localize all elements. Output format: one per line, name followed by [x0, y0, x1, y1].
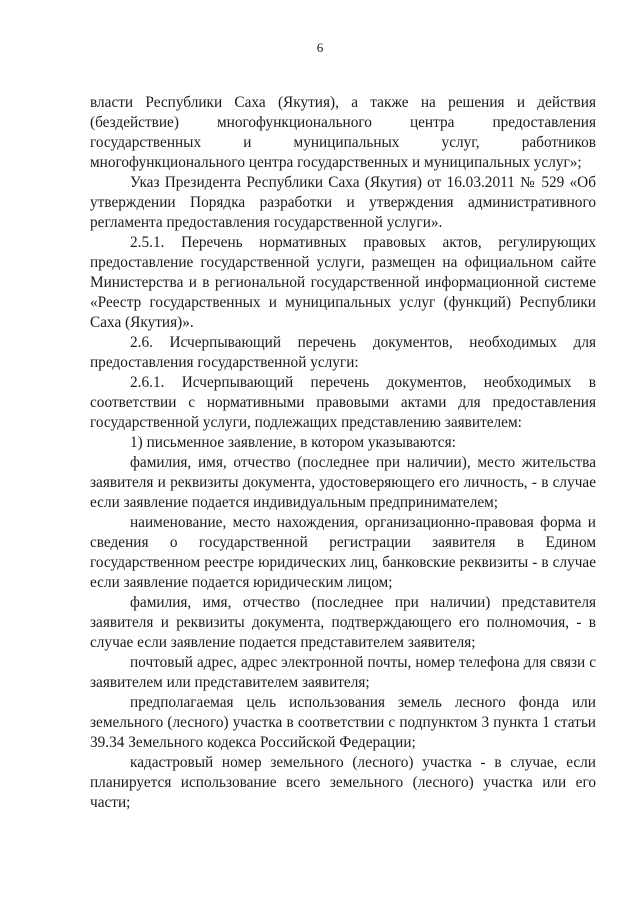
paragraph: наименование, место нахождения, организационно-правовая форма и сведения о государственной регистрации заявителя в Едином государственном реестре юридических лиц, банковские реквизиты - в случае если заявление подается юридическим лицом; [90, 514, 596, 591]
paragraph: фамилия, имя, отчество (последнее при наличии) представителя заявителя и реквизиты документа, подтверждающего его полномочия, - в случае если заявление подается представителем заявителя; [90, 594, 596, 651]
paragraph: фамилия, имя, отчество (последнее при наличии), место жительства заявителя и реквизиты документа, удостоверяющего его личность, - в случае если заявление подается индивидуальным предпринимателем; [90, 454, 596, 511]
paragraph: 2.6.1. Исчерпывающий перечень документов, необходимых в соответствии с нормативными правовыми актами для предоставления государственной услуги, подлежащих представлению заявителем: [90, 374, 596, 431]
paragraph: 1) письменное заявление, в котором указываются: [130, 434, 456, 451]
document-body [90, 93, 596, 813]
paragraph: 2.6. Исчерпывающий перечень документов, необходимых для предоставления государственной услуги: [90, 334, 596, 371]
paragraph: почтовый адрес, адрес электронной почты, номер телефона для связи с заявителем или представителем заявителя; [90, 654, 596, 691]
paragraph: Указ Президента Республики Саха (Якутия) от 16.03.2011 № 529 «Об утверждении Порядка разработки и утверждения административного регламента предоставления государственной услуги». [90, 174, 596, 231]
paragraph: 2.5.1. Перечень нормативных правовых актов, регулирующих предоставление государственной услуги, размещен на официальном сайте Министерства и в региональной государственной информационной системе «Реестр государственных и муниципальных услуг (функций) Республики Саха (Якутия)». [90, 234, 596, 331]
paragraph: власти Республики Саха (Якутия), а также на решения и действия (бездействие) многофункционального центра предоставления государственных и муниципальных услуг, работников многофункционального центра государственных и муниципальных услуг»; [90, 94, 596, 171]
paragraph: предполагаемая цель использования земель лесного фонда или земельного (лесного) участка в соответствии с подпунктом 3 пункта 1 статьи 39.34 Земельного кодекса Российской Федерации; [90, 694, 596, 751]
paragraph: кадастровый номер земельного (лесного) участка - в случае, если планируется использование всего земельного (лесного) участка или его части; [90, 754, 596, 811]
page-number: 6 [316, 40, 324, 55]
